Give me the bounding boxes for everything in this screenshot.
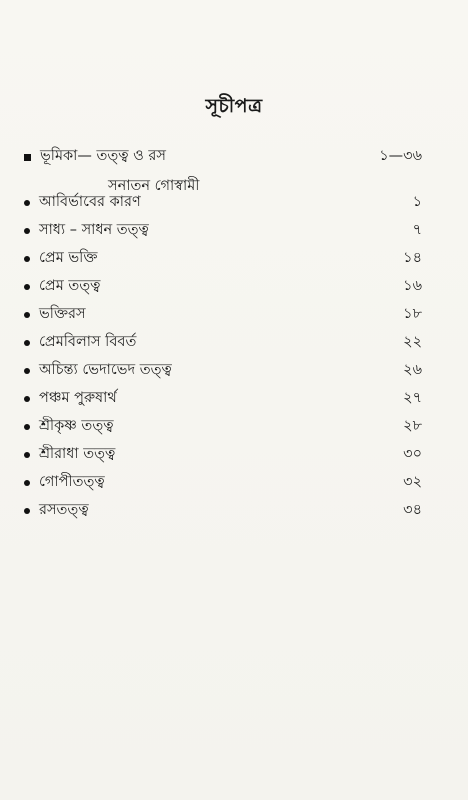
toc-entry — [22, 470, 422, 496]
toc-entry — [22, 330, 422, 356]
toc-entry — [22, 358, 422, 384]
toc-entry-label: শ্রীকৃষ্ণ তত্ত্ব — [39, 418, 114, 434]
toc-entry — [22, 190, 422, 216]
bullet-icon — [24, 424, 30, 430]
bullet-icon — [24, 452, 30, 458]
bullet-icon — [24, 340, 30, 346]
toc-entry-page: ২৭ — [403, 390, 422, 406]
toc-entry-page: ৩৪ — [403, 502, 422, 518]
toc-entry-label: প্রেম তত্ত্ব — [39, 278, 101, 294]
bullet-icon — [24, 508, 30, 514]
toc-entry-label: প্রেম ভক্তি — [39, 250, 98, 266]
bullet-icon — [24, 368, 30, 374]
page-title: সূচীপত্র — [205, 95, 263, 117]
toc-entry-page: ৭ — [412, 222, 422, 238]
toc-entry-page: ৩২ — [403, 474, 422, 490]
toc-intro-row — [22, 144, 422, 170]
toc-entry-label: সাধ্য – সাধন তত্ত্ব — [39, 222, 149, 238]
toc-entry-page: ২২ — [403, 334, 422, 350]
toc-entry-page: ১৬ — [403, 278, 422, 294]
toc-entry-label: শ্রীরাধা তত্ত্ব — [39, 446, 116, 462]
toc-entry — [22, 246, 422, 272]
bullet-icon — [24, 312, 30, 318]
square-bullet-icon — [24, 154, 31, 161]
toc-entry-label: ভক্তিরস — [39, 306, 86, 322]
bullet-icon — [24, 396, 30, 402]
toc-entry-label: গোপীতত্ত্ব — [39, 474, 105, 490]
toc-entry — [22, 218, 422, 244]
bullet-icon — [24, 200, 30, 206]
bullet-icon — [24, 480, 30, 486]
bullet-icon — [24, 256, 30, 262]
toc-intro-label: ভূমিকা— তত্ত্ব ও রস — [40, 148, 166, 164]
toc-entry-page: ১ — [412, 194, 422, 210]
toc-entry-label: রসতত্ত্ব — [39, 502, 89, 518]
toc-entry — [22, 386, 422, 412]
toc-entry-label: আবির্ভাবের কারণ — [39, 194, 141, 210]
toc-entry-page: ১৮ — [403, 306, 422, 322]
toc-entry-page: ২৬ — [403, 362, 422, 378]
toc-entry-page: ৩০ — [403, 446, 422, 462]
toc-entry-label: অচিন্ত্য ভেদাভেদ তত্ত্ব — [39, 362, 172, 378]
toc-intro-author: সনাতন গোস্বামী — [108, 178, 200, 194]
toc-entry-label: প্রেমবিলাস বিবর্ত — [39, 334, 137, 350]
toc-entry — [22, 414, 422, 440]
toc-entry — [22, 498, 422, 524]
toc-entry-page: ১৪ — [403, 250, 422, 266]
toc-entry — [22, 274, 422, 300]
bullet-icon — [24, 228, 30, 234]
toc-intro-pages: ১—৩৬ — [379, 148, 422, 164]
toc-entry — [22, 442, 422, 468]
bullet-icon — [24, 284, 30, 290]
toc-entry-page: ২৮ — [403, 418, 422, 434]
toc-entry-label: পঞ্চম পুরুষার্থ — [39, 390, 117, 406]
toc-entry — [22, 302, 422, 328]
